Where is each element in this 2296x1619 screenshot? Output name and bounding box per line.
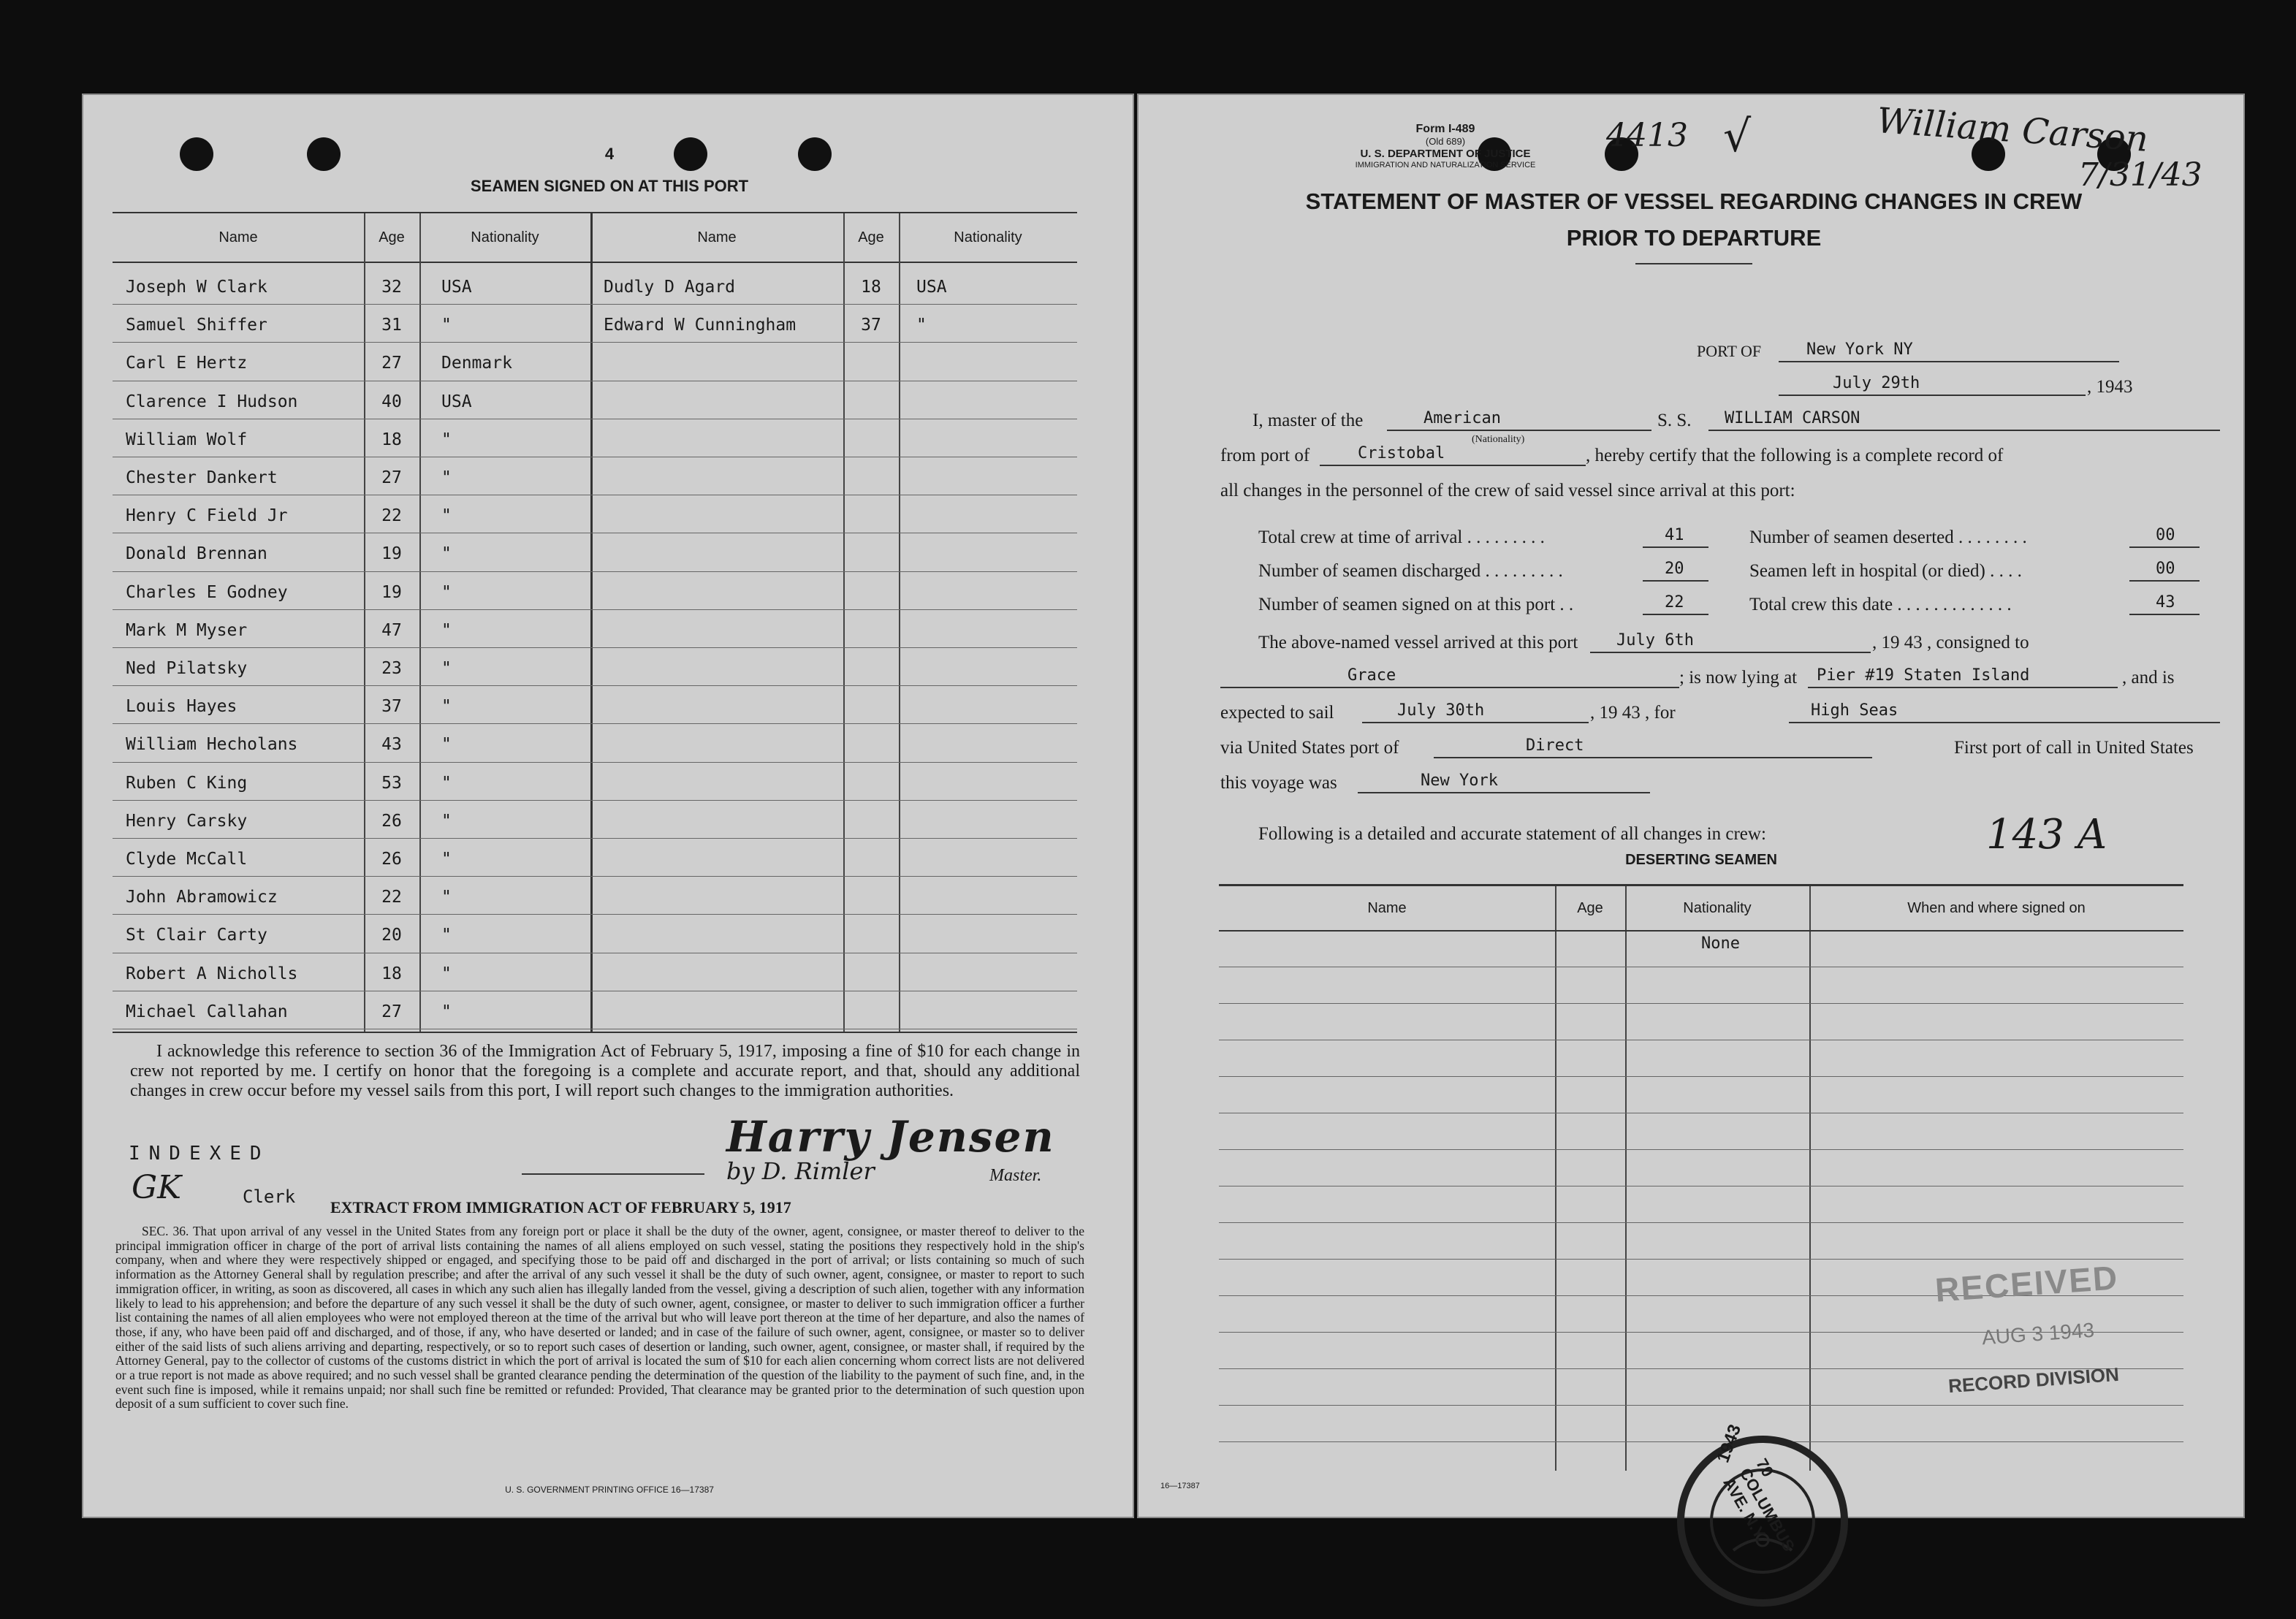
crew-age: 43 [381,735,402,755]
acknowledgment-text: I acknowledge this reference to section 36 of the Immigration Act of February 5, 1917, imposing a fine of $10 for each change in crew not reported by me. I certify on honor that the foregoing is a complete and accurate report, and that, should any additional changes in crew occur before my vessel sails from this port, I will report such changes to the immigration authorities. [130,1042,1080,1100]
crew-age: 18 [861,278,881,297]
form-title: STATEMENT OF MASTER OF VESSEL REGARDING CHANGES IN CREW [1305,188,2083,214]
first-port-label: First port of call in United States [1954,738,2194,758]
crew-age: 19 [381,582,402,602]
destination: High Seas [1811,701,1898,720]
crew-nationality: " [441,468,452,487]
crew-name: William Hecholans [126,735,298,755]
column-header: When and where signed on [1907,900,2086,916]
following-text: Following is a detailed and accurate statement of all changes in crew: [1258,824,1766,844]
post-office-seal [1675,1422,1850,1609]
crew-name: St Clair Carty [126,926,267,945]
crew-name: Ned Pilatsky [126,659,248,678]
handwritten-code: 143 A [1986,811,2107,858]
stat-label: Total crew at time of arrival . . . . . . . . . [1258,527,1545,547]
crew-name: Carl E Hertz [126,354,248,373]
arrived-label: The above-named vessel arrived at this port [1258,633,1578,652]
crew-nationality: USA [916,278,947,297]
date-year: , 1943 [2087,377,2133,397]
stat-label: Total crew this date . . . . . . . . . . . . . [1749,595,2012,614]
nationality-caption: (Nationality) [1472,434,1525,445]
crew-name: Samuel Shiffer [126,316,267,335]
crew-nationality: Denmark [441,354,512,373]
crew-name: Chester Dankert [126,468,278,487]
column-header: Name [218,229,258,245]
via-value: Direct [1526,736,1584,755]
crew-age: 27 [381,354,402,373]
crew-name: Joseph W Clark [126,278,267,297]
extract-title: EXTRACT FROM IMMIGRATION ACT OF FEBRUARY 5, 1917 [330,1198,791,1216]
crew-name: Ruben C King [126,773,248,793]
crew-name: John Abramowicz [126,888,278,907]
crew-age: 22 [381,888,402,907]
crew-age: 18 [381,964,402,983]
column-header: Nationality [954,229,1022,245]
arrived-date: July 6th [1616,631,1694,649]
certify-text-2: all changes in the personnel of the crew of said vessel since arrival at this port: [1220,481,1795,500]
column-header: Age [1577,900,1603,916]
crew-nationality: " [441,964,452,983]
crew-name: Clyde McCall [126,850,248,869]
page-number: 4 [604,145,615,163]
service: IMMIGRATION AND NATURALIZATION SERVICE [1355,161,1536,169]
crew-age: 27 [381,1002,402,1021]
seal-year: 1943 [1713,1422,1746,1466]
crew-nationality: " [441,316,452,335]
crew-age: 37 [861,316,881,335]
clerk-label: Clerk [243,1186,296,1207]
crew-name: Dudly D Agard [604,278,736,297]
master-label: Master. [989,1166,1042,1185]
arrived-year: , 19 43 , consigned to [1872,633,2029,652]
and-is: , and is [2122,668,2175,687]
crew-age: 23 [381,659,402,678]
crew-age: 26 [381,811,402,831]
crew-age: 32 [381,278,402,297]
crew-name: Henry Carsky [126,811,248,831]
indexed-label: INDEXED [129,1143,270,1165]
section-title: SEAMEN SIGNED ON AT THIS PORT [470,177,749,195]
deserting-value: None [1701,934,1740,953]
received-stamp: RECEIVED [1934,1258,2120,1309]
crew-age: 22 [381,506,402,526]
crew-nationality: " [441,850,452,869]
crew-nationality: " [441,582,452,602]
consignee: Grace [1347,666,1396,685]
crew-name: Donald Brennan [126,544,267,564]
crew-nationality: " [441,544,452,564]
form-subtitle: PRIOR TO DEPARTURE [1566,225,1822,251]
left-page [82,94,1134,1518]
received-stamp-date: AUG 3 1943 [1981,1318,2095,1349]
column-header: Age [379,229,405,245]
signature-agent: by D. Rimler [726,1157,875,1185]
column-header: Nationality [1683,900,1752,916]
crew-nationality: USA [441,392,472,411]
port-value: New York NY [1806,340,1913,359]
column-header: Name [697,229,737,245]
record-division-stamp: RECORD DIVISION [1947,1363,2120,1398]
stat-value: 00 [2156,526,2175,544]
column-header: Age [858,229,884,245]
stat-label: Number of seamen discharged . . . . . . . . . [1258,561,1563,581]
crew-age: 19 [381,544,402,564]
crew-age: 47 [381,620,402,640]
department: U. S. DEPARTMENT OF JUSTICE [1360,148,1531,160]
date-value: July 29th [1833,374,1920,392]
lying-label: ; is now lying at [1679,668,1798,687]
crew-nationality: " [441,659,452,678]
crew-nationality: USA [441,278,472,297]
voyage-label: this voyage was [1220,773,1337,793]
crew-age: 53 [381,773,402,793]
crew-nationality: " [441,620,452,640]
lying-value: Pier #19 Staten Island [1817,666,2030,685]
crew-name: Henry C Field Jr [126,506,288,526]
column-header: Name [1367,900,1407,916]
handwritten-number: 4413 [1606,117,1688,154]
crew-age: 26 [381,850,402,869]
crew-age: 18 [381,430,402,449]
crew-age: 20 [381,926,402,945]
seal-text: 70 COLUMBUS AVE. N.Y. [1719,1455,1799,1555]
master-of-label: I, master of the [1252,411,1364,430]
expected-date: July 30th [1397,701,1485,720]
stat-label: Number of seamen deserted . . . . . . . . [1749,527,2027,547]
crew-nationality: " [441,430,452,449]
form-number: Form I-489 [1415,123,1475,135]
right-page [1137,94,2245,1555]
footer-code: 16—17387 [1160,1482,1200,1490]
ss-label: S. S. [1657,411,1692,430]
via-label: via United States port of [1220,738,1399,758]
crew-age: 37 [381,697,402,717]
deserting-title: DESERTING SEAMEN [1625,852,1777,868]
crew-name: Clarence I Hudson [126,392,298,411]
crew-name: Robert A Nicholls [126,964,298,983]
crew-name: William Wolf [126,430,248,449]
expected-label: expected to sail [1220,703,1334,723]
crew-nationality: " [441,926,452,945]
handwritten-vessel-name: William Carson [1875,100,2150,160]
crew-nationality: " [916,316,927,335]
stat-value: 22 [1665,593,1684,612]
certify-text: , hereby certify that the following is a complete record of [1586,446,2004,465]
column-header: Nationality [471,229,539,245]
crew-name: Charles E Godney [126,582,288,602]
crew-name: Michael Callahan [126,1002,288,1021]
stat-label: Number of seamen signed on at this port . . [1258,595,1574,614]
crew-table [113,212,1077,1033]
crew-age: 27 [381,468,402,487]
crew-name: Edward W Cunningham [604,316,797,335]
crew-nationality: " [441,811,452,831]
crew-age: 31 [381,316,402,335]
crew-nationality: " [441,773,452,793]
crew-nationality: " [441,735,452,755]
master-signature: Harry Jensen [726,1112,1055,1162]
nationality-value: American [1423,409,1501,427]
crew-age: 40 [381,392,402,411]
expected-year: , 19 43 , for [1590,703,1676,723]
crew-name: Louis Hayes [126,697,237,717]
handwritten-date: 7/31/43 [2078,156,2202,194]
crew-nationality: " [441,506,452,526]
stat-value: 00 [2156,560,2175,578]
port-label: PORT OF [1697,342,1762,360]
printing-office: U. S. GOVERNMENT PRINTING OFFICE 16—17387 [505,1485,714,1495]
from-port-label: from port of [1220,446,1310,465]
ship-name: WILLIAM CARSON [1725,409,1860,427]
clerk-initials: GK [132,1169,182,1206]
from-port-value: Cristobal [1358,444,1445,462]
stat-label: Seamen left in hospital (or died) . . . . [1749,561,2022,581]
stat-value: 43 [2156,593,2175,612]
crew-nationality: " [441,697,452,717]
crew-nationality: " [441,888,452,907]
stat-value: 41 [1665,526,1684,544]
voyage-value: New York [1421,772,1498,790]
stat-value: 20 [1665,560,1684,578]
handwritten-check: √ [1723,111,1752,162]
form-old-number: (Old 689) [1425,136,1466,147]
extract-text: SEC. 36. That upon arrival of any vessel in the United States from any foreign port or place it shall be the duty of the owner, agent, consignee, or master thereof to deliver to the principal immigration officer in charge of the port of arrival lists containing the names of all aliens employed on such vessel, stating the positions they respectively hold in the ship's company, when and where they were respectively shipped or engaged, and specifying those to be paid off and discharged in the port of arrival; or lists containing so much of such information as the Attorney General shall by regulation prescribe; and after the arrival of any such vessel it shall be the duty of such owner, agent, consignee, or master to report to such immigration officer, in writing, as soon as discovered, all cases in which any such alien has illegally landed from the vessel, giving a description of such alien, together with any information likely to lead to his apprehension; and before the departure of any such vessel it shall be the duty of such owner, agent, consignee, or master to deliver to such immigration officer a further list containing the names of all alien employees who were not employed thereon at the time of the arrival but who will leave port thereon at the time of her departure, and also the names of those, if any, who have been paid off and discharged, and of those, if any, who have deserted or landed; and in case of the failure of such owner, agent, consignee, or master so to deliver either of the said lists of such aliens arriving and departing, respectively, or so to report such cases of desertion or landing, such owner, agent, consignee, or master shall, if required by the Attorney General, pay to the collector of customs of the customs district in which the port of arrival is located the sum of $10 for each alien concerning whom correct lists are not delivered or a true report is not made as above required; and no such vessel shall be granted clearance pending the determination of the question of the liability to the payment of such fine, and, in the event such fine is imposed, while it remains unpaid; nor shall such fine be remitted or refunded: Provided, That clearance may be granted prior to the determination of such question upon deposit of a sum sufficient to cover such fine. [115,1224,1084,1412]
crew-nationality: " [441,1002,452,1021]
crew-name: Mark M Myser [126,620,248,640]
